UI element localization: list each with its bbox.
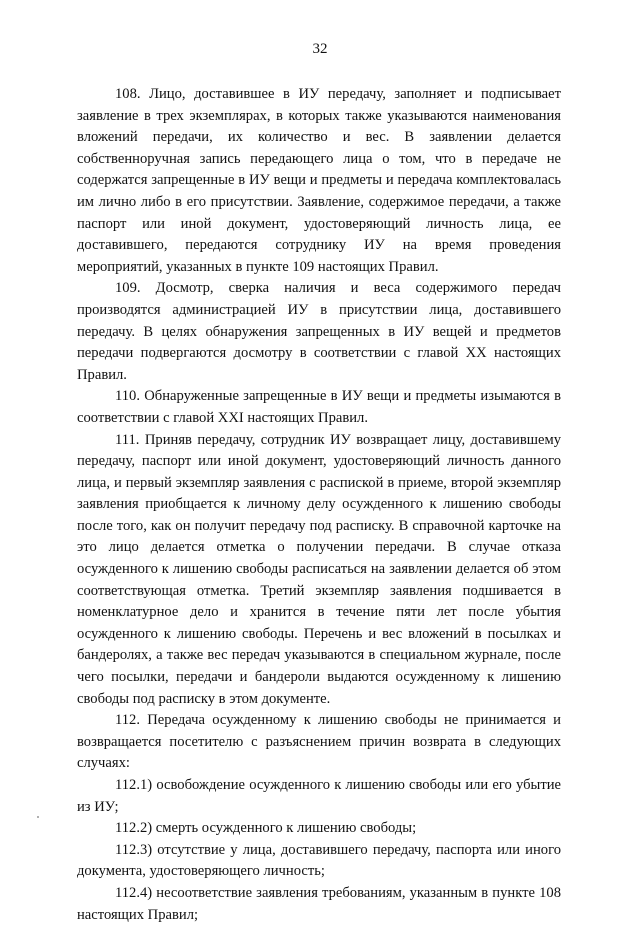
paragraph-111: 111. Приняв передачу, сотрудник ИУ возвращает лицу, доставившему передачу, паспорт или иной документ, удостоверяющий личность данного лица, и первый экземпляр заявления с распиской в приеме, второй экземпляр заявления приобщается к личному делу осужденного к лишению свободы после того, как он получит передачу под расписку. В справочной карточке на это лицо делается отметка о получении передачи. В случае отказа осужденного к лишению свободы расписаться на заявлении делается об этом соответствующая отметка. Третий экземпляр заявления подшивается в номенклатурное дело и хранится в течение пяти лет после убытия осужденного к лишению свободы. Перечень и вес вложений в посылках и бандеролях, а также вес передач указываются в специальном журнале, после чего посылки, передачи и бандероли выдаются осужденному к лишению свободы под расписку в этом документе. <box>77 431 561 707</box>
subparagraph-112-4: 112.4) несоответствие заявления требованиям, указанным в пункте 108 настоящих Правил; <box>77 884 561 923</box>
paragraph-109: 109. Досмотр, сверка наличия и веса содержимого передач производятся администрацией ИУ в присутствии лица, доставившего передачу. В целях обнаружения запрещенных в ИУ вещей и предметов передачи подвергаются досмотру в соответствии с главой XX настоящих Правил. <box>77 280 561 383</box>
subparagraph-112-3: 112.3) отсутствие у лица, доставившего передачу, паспорта или иного документа, удостоверяющего личность; <box>77 841 561 880</box>
scan-speck <box>37 816 39 818</box>
paragraph-112: 112. Передача осужденному к лишению свободы не принимается и возвращается посетителю с разъяснением причин возврата в следующих случаях: <box>77 712 561 772</box>
subparagraph-112-2: 112.2) смерть осужденного к лишению свободы; <box>115 820 417 837</box>
page-number: 32 <box>312 41 328 57</box>
paragraph-110: 110. Обнаруженные запрещенные в ИУ вещи и предметы изымаются в соответствии с главой XXI настоящих Правил. <box>77 388 561 426</box>
paragraph-108: 108. Лицо, доставившее в ИУ передачу, заполняет и подписывает заявление в трех экземплярах, в которых также указываются наименования вложений передачи, их количество и вес. В заявлении делается собственноручная запись передающего лица о том, что в передаче не содержатся запрещенные в ИУ вещи и предметы и передача комплектовалась им лично либо в его присутствии. Заявление, содержимое передачи, а также паспорт или иной документ, удостоверяющий личность лица, ее доставившего, передаются сотруднику ИУ на время проведения мероприятий, указанных в пункте 109 настоящих Правил. <box>77 86 561 275</box>
subparagraph-112-1: 112.1) освобождение осужденного к лишению свободы или его убытие из ИУ; <box>77 777 561 815</box>
